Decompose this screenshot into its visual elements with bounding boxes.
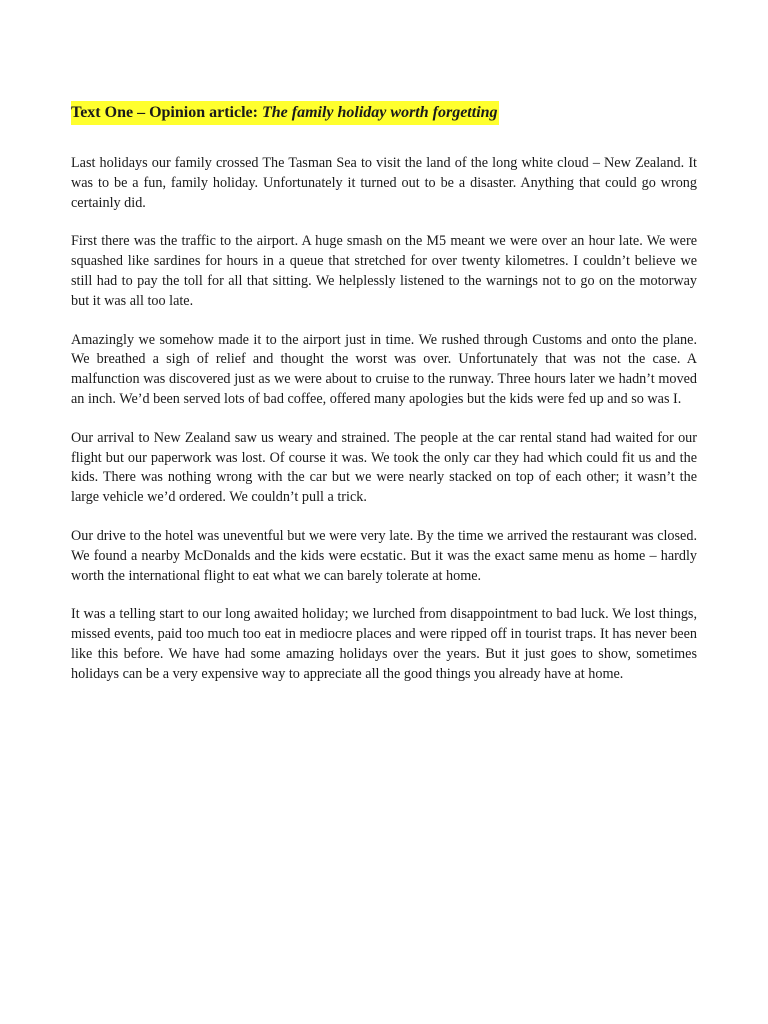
paragraph-4: Our arrival to New Zealand saw us weary and strained. The people at the car rental stand had waited for our flight but our paperwork was lost. Of course it was. We took the only car they had which could fit us and the kids. There was nothing wrong with the car but we were nearly stacked on top of each other; it wasn’t the large vehicle we’d ordered. We couldn’t pull a trick.: [71, 429, 697, 506]
document-title: [71, 101, 499, 125]
title-prefix: Text One – Opinion article:: [71, 104, 262, 121]
paragraph-5: Our drive to the hotel was uneventful but we were very late. By the time we arrived the restaurant was closed. We found a nearby McDonalds and the kids were ecstatic. But it was the exact same menu as home – hardly worth the international flight to eat what we can barely tolerate at home.: [71, 527, 697, 584]
paragraph-3: Amazingly we somehow made it to the airport just in time. We rushed through Customs and onto the plane. We breathed a sigh of relief and thought the worst was over. Unfortunately that was not the case. A malfunction was discovered just as we were about to cruise to the runway. Three hours later we hadn’t moved an inch. We’d been served lots of bad coffee, offered many apologies but the kids were fed up and so was I.: [71, 331, 697, 407]
document-page: [71, 0, 697, 685]
title-italic-part: The family holiday worth forgetting: [261, 104, 498, 121]
title-row: [71, 101, 697, 125]
paragraph-1: Last holidays our family crossed The Tasman Sea to visit the land of the long white cloud – New Zealand. It was to be a fun, family holiday. Unfortunately it turned out to be a disaster. Anything that could go wrong certainly did.: [71, 155, 697, 211]
paragraph-2: First there was the traffic to the airport. A huge smash on the M5 meant we were over an hour late. We were squashed like sardines for hours in a queue that stretched for over twenty kilometres. I couldn’t believe we still had to pay the toll for all that sitting. We helplessly listened to the warnings not to go on the motorway but it was all too late.: [71, 233, 697, 309]
paragraph-6: It was a telling start to our long awaited holiday; we lurched from disappointment to bad luck. We lost things, missed events, paid too much too eat in mediocre places and were ripped off in tourist traps. It has never been like this before. We have had some amazing holidays over the years. But it just goes to show, sometimes holidays can be a very expensive way to appreciate all the good things you already have at home.: [71, 606, 697, 682]
